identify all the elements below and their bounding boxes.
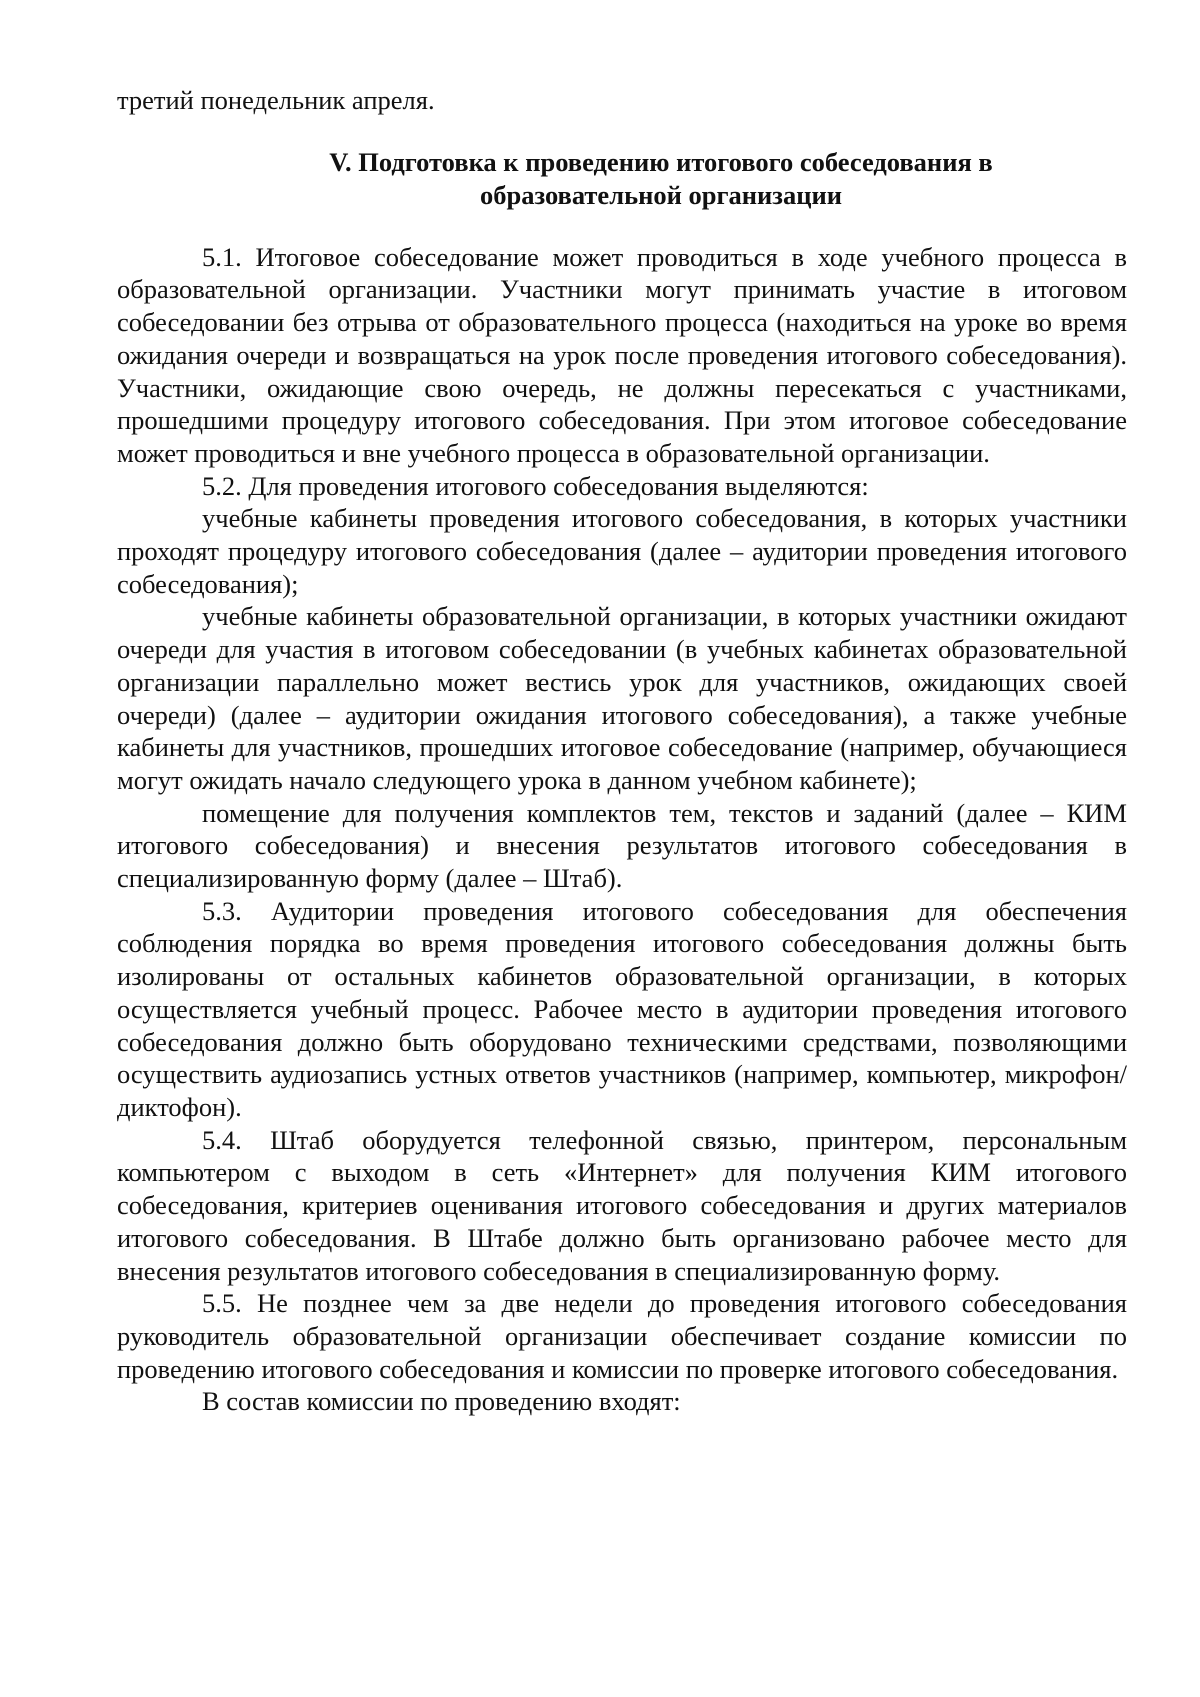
paragraph-commission-composition: В состав комиссии по проведению входят:: [202, 1386, 681, 1417]
section-heading-line-2: образовательной организации: [479, 179, 843, 210]
paragraph-5-1: 5.1. Итоговое собеседование может проводиться в ходе учебного процесса в образовательной организации. Участники могут принимать участие в итоговом собеседовании без отрыва от образовательного процесса (находиться на уроке во время ожидания очереди и возвращаться на урок после проведения итогового собеседования). Участники, ожидающие свою очередь, не должны пересекаться с участниками, прошедшими процедуру итогового собеседования. При этом итоговое собеседование может проводиться и вне учебного процесса в образовательной организации.: [117, 241, 1127, 468]
list-item-waiting-rooms: учебные кабинеты образовательной организации, в которых участники ожидают очереди для участия в итоговом собеседовании (в учебных кабинетах образовательной организации параллельно может вестись урок для участников, ожидающих своей очереди) (далее – аудитории ожидания итогового собеседования), а также учебные кабинеты для участников, прошедших итоговое собеседование (например, обучающиеся могут ожидать начало следующего урока в данном учебном кабинете);: [117, 601, 1127, 795]
continuation-line: третий понедельник апреля.: [117, 85, 435, 115]
document-body: [117, 84, 1127, 1418]
section-heading: [117, 146, 1127, 212]
paragraph-5-4: 5.4. Штаб оборудуется телефонной связью, принтером, персональным компьютером с выходом в сеть «Интернет» для получения КИМ итогового собеседования, критериев оценивания итогового собеседования и других материалов итогового собеседования. В Штабе должно быть организовано рабочее место для внесения результатов итогового собеседования в специализированную форму.: [117, 1124, 1127, 1286]
paragraph-5-5: 5.5. Не позднее чем за две недели до проведения итогового собеседования руководитель образовательной организации обеспечивает создание комиссии по проведению итогового собеседования и комиссии по проверке итогового собеседования.: [117, 1288, 1127, 1384]
list-item-headquarters: помещение для получения комплектов тем, текстов и заданий (далее – КИМ итогового собеседования) и внесения результатов итогового собеседования в специализированную форму (далее – Штаб).: [117, 797, 1127, 894]
list-item-exam-rooms: учебные кабинеты проведения итогового собеседования, в которых участники проходят процедуру итогового собеседования (далее – аудитории проведения итогового собеседования);: [117, 503, 1127, 599]
section-heading-line-1: V. Подготовка к проведению итогового собеседования в: [329, 146, 993, 177]
paragraph-5-3: 5.3. Аудитории проведения итогового собеседования для обеспечения соблюдения порядка во время проведения итогового собеседования должны быть изолированы от остальных кабинетов образовательной организации, в которых осуществляется учебный процесс. Рабочее место в аудитории проведения итогового собеседования должно быть оборудовано техническими средствами, позволяющими осуществить аудиозапись устных ответов участников (например, компьютер, микрофон/диктофон).: [117, 895, 1127, 1122]
paragraph-5-2: 5.2. Для проведения итогового собеседования выделяются:: [202, 470, 869, 501]
